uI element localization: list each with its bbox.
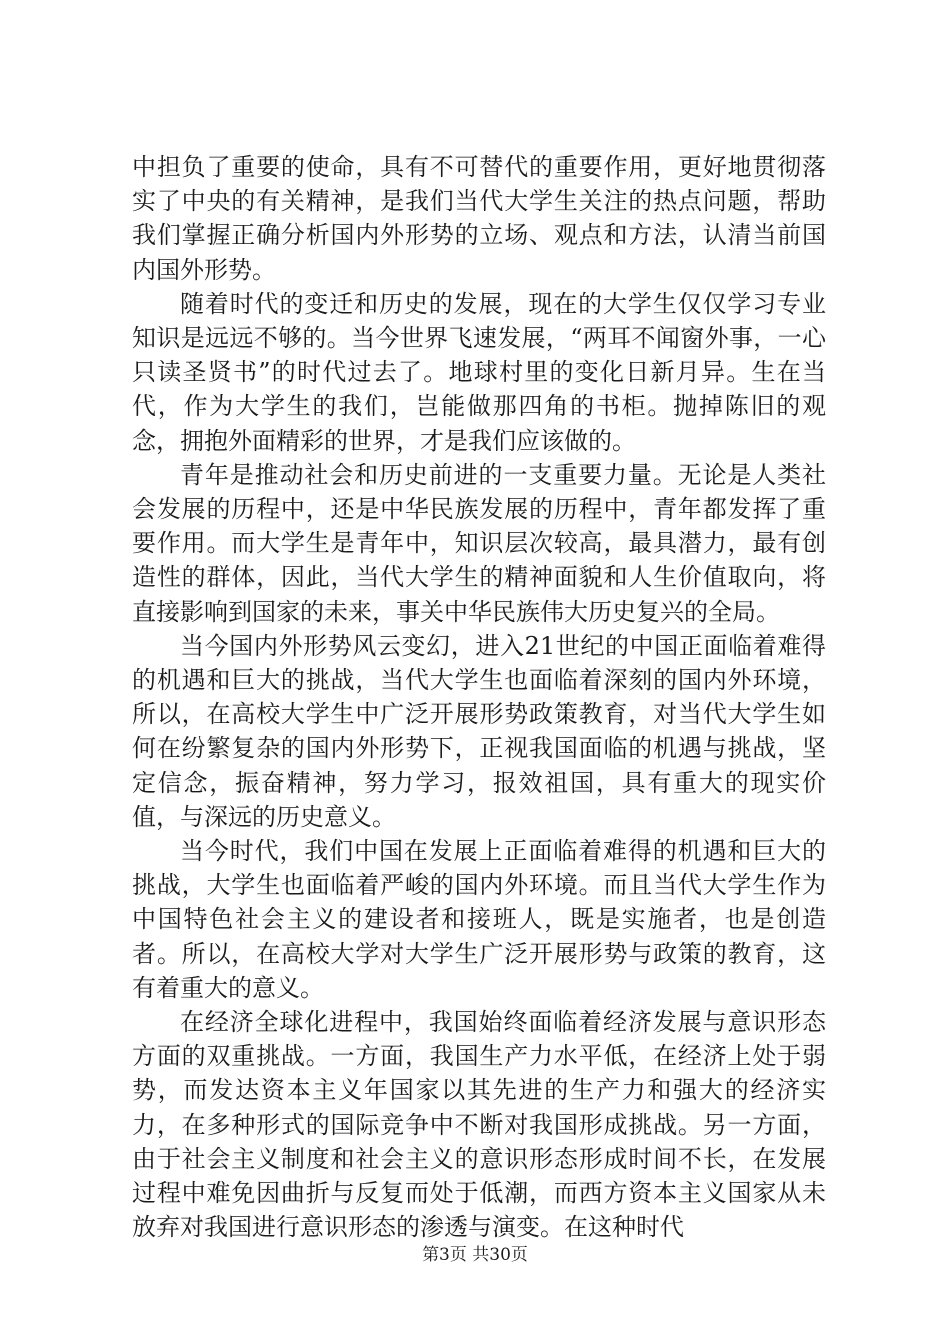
paragraph-2: 随着时代的变迁和历史的发展，现在的大学生仅仅学习专业知识是远远不够的。当今世界飞速发展，“两耳不闻窗外事，一心只读圣贤书”的时代过去了。地球村里的变化日新月异。生在当代，作为大学生的我们，岂能做那四角的书柜。抛掉陈旧的观念，拥抱外面精彩的世界，才是我们应该做的。 — [132, 289, 826, 455]
paragraph-5: 当今时代，我们中国在发展上正面临着难得的机遇和巨大的挑战，大学生也面临着严峻的国内外环境。而且当代大学生作为中国特色社会主义的建设者和接班人，既是实施者，也是创造者。所以，在高校大学对大学生广泛开展形势与政策的教育，这有着重大的意义。 — [132, 837, 826, 1002]
paragraph-4: 当今国内外形势风云变幻，进入21世纪的中国正面临着难得的机遇和巨大的挑战，当代大学生也面临着深刻的国内外环境，所以，在高校大学生中广泛开展形势政策教育，对当代大学生如何在纷繁复杂的国内外形势下，正视我国面临的机遇与挑战，坚定信念，振奋精神，努力学习，报效祖国，具有重大的现实价值，与深远的历史意义。 — [132, 631, 826, 831]
document-body — [132, 150, 826, 1245]
paragraph-6: 在经济全球化进程中，我国始终面临着经济发展与意识形态方面的双重挑战。一方面，我国生产力水平低，在经济上处于弱势，而发达资本主义年国家以其先进的生产力和强大的经济实力，在多种形式的国际竞争中不断对我国形成挑战。另一方面，由于社会主义制度和社会主义的意识形态形成时间不长，在发展过程中难免因曲折与反复而处于低潮，而西方资本主义国家从未放弃对我国进行意识形态的渗透与演变。在这种时代 — [132, 1008, 826, 1242]
paragraph-1: 中担负了重要的使命，具有不可替代的重要作用，更好地贯彻落实了中央的有关精神，是我们当代大学生关注的热点问题，帮助我们掌握正确分析国内外形势的立场、观点和方法，认清当前国内国外形势。 — [132, 153, 826, 284]
paragraph-3: 青年是推动社会和历史前进的一支重要力量。无论是人类社会发展的历程中，还是中华民族发展的历程中，青年都发挥了重要作用。而大学生是青年中，知识层次较高，最具潜力，最有创造性的群体，因此，当代大学生的精神面貌和人生价值取向，将直接影响到国家的未来，事关中华民族伟大历史复兴的全局。 — [132, 460, 826, 626]
page-number-footer: 第3页 共30页 — [422, 1245, 528, 1265]
